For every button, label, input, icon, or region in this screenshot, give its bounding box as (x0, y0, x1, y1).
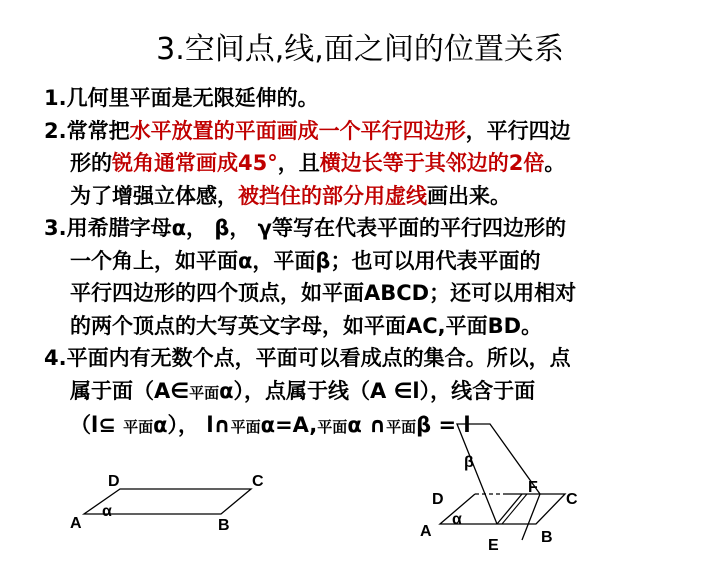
text-span: 画出来。 (427, 183, 511, 208)
text-span: 属于面（A∈ (70, 378, 190, 403)
text-span: β = l (416, 413, 471, 437)
small-text: 平面 (123, 418, 154, 436)
label-d: D (108, 473, 120, 490)
highlight-text: 被挡住的部分用虚线 (238, 183, 427, 208)
highlight-text: 水平放置的平面画成一个平行四边形 (129, 118, 466, 143)
text-span: ，平行四边 (465, 118, 571, 143)
point-3-line-4: 的两个顶点的大写英文字母，如平面AC,平面BD。 (70, 313, 543, 338)
point-3-line-3: 平行四边形的四个顶点，如平面ABCD；还可以用相对 (70, 281, 577, 305)
text-span: α=A, (260, 413, 318, 437)
label-c: C (566, 491, 578, 508)
text-span: α），点属于线（A ∈l），线含于面 (219, 378, 536, 403)
label-b: B (541, 529, 553, 546)
label-d: D (432, 491, 444, 508)
label-b: B (218, 517, 230, 534)
text-span: α ∩ (347, 413, 387, 437)
label-f: F (528, 479, 538, 496)
figure-intersecting-planes (420, 424, 578, 554)
point-4-line-1: 4.平面内有无数个点，平面可以看成点的集合。所以，点 (44, 346, 571, 370)
text-span: 为了增强立体感， (70, 183, 238, 208)
highlight-text: 锐角通常画成45° (112, 151, 278, 175)
point-3-line-1: 3.用希腊字母α， β， γ等写在代表平面的平行四边形的 (44, 216, 566, 240)
point-1: 1.几何里平面是无限延伸的。 (44, 86, 319, 110)
intersection-line (497, 494, 522, 524)
small-text: 平面 (386, 418, 417, 436)
label-c: C (252, 473, 264, 490)
figure-plane-abcd (70, 473, 264, 534)
label-e: E (488, 537, 499, 554)
small-text: 平面 (189, 383, 220, 402)
text-span: 。 (544, 151, 566, 175)
small-text: 平面 (317, 418, 348, 436)
slide-title: 3.空间点,线,面之间的位置关系 (156, 32, 564, 67)
label-a: A (70, 515, 82, 532)
label-beta: β (464, 454, 474, 471)
text-span: 2.常常把 (44, 118, 130, 143)
text-span: α）， l∩ (153, 413, 231, 437)
intersection-line-offset (502, 494, 527, 524)
point-3-line-2: 一个角上，如平面α，平面β；也可以用代表平面的 (70, 248, 541, 273)
label-alpha: α (102, 503, 112, 520)
text-span: （l⊆ (70, 413, 124, 437)
highlight-text: 横边长等于其邻边的2倍 (319, 151, 545, 175)
small-text: 平面 (230, 418, 261, 436)
label-alpha: α (452, 511, 462, 528)
text-span: ，且 (277, 151, 320, 175)
label-a: A (420, 523, 432, 540)
text-span: 形的 (70, 151, 112, 175)
